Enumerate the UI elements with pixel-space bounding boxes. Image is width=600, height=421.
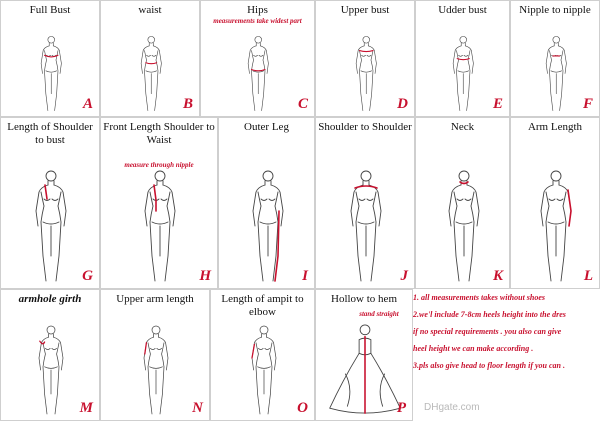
measurement-letter: B	[182, 96, 193, 112]
measurement-note: measure through nipple	[124, 161, 194, 169]
measurement-title: Outer Leg	[244, 121, 289, 133]
measurement-letter: I	[302, 268, 308, 284]
body-figure-icon	[346, 33, 387, 114]
measurement-letter: F	[582, 96, 593, 112]
ball-gown-figure-icon	[325, 320, 405, 418]
note-line-3: if no special requirements . you also can give	[413, 327, 562, 336]
measurement-letter: D	[397, 96, 408, 112]
body-figure-icon	[131, 33, 172, 114]
body-figure-icon	[526, 166, 586, 286]
measurement-letter: L	[583, 268, 593, 284]
body-figure-icon	[132, 322, 180, 418]
measurement-cell-j	[315, 117, 415, 289]
measurement-note: measurements take widest part	[213, 17, 302, 25]
body-figure-icon	[31, 33, 72, 114]
body-figure-icon	[27, 322, 75, 418]
measurement-letter: K	[492, 268, 503, 284]
note-line-5: 3.pls also give head to floor length if you can .	[413, 361, 565, 370]
measurement-cell-n	[100, 289, 210, 421]
measurement-letter: P	[396, 400, 406, 416]
measurement-letter: A	[82, 96, 93, 112]
note-line-2: 2.we'l include 7-8cm heels height into the dres	[413, 310, 566, 319]
measurement-cell-a	[0, 0, 100, 117]
measurement-cell-c	[200, 0, 315, 117]
body-figure-icon	[336, 166, 396, 286]
body-figure-icon	[130, 166, 190, 286]
measurement-title: Front Length Shoulder to Waist	[103, 121, 215, 146]
measurement-letter: M	[79, 400, 93, 416]
body-figure-icon	[536, 33, 577, 114]
measurement-title: Full Bust	[29, 4, 71, 16]
measurement-title: Hollow to hem	[331, 293, 397, 305]
watermark-corner: DHgate.com	[424, 402, 480, 413]
measurement-title: Udder bust	[438, 4, 487, 16]
measurement-title: waist	[138, 4, 162, 16]
measurement-cell-i	[218, 117, 315, 289]
measurement-title: Length of Shoulder to bust	[7, 121, 93, 146]
measurement-cell-l	[510, 117, 600, 289]
measurement-title: Nipple to nipple	[519, 4, 591, 16]
measurement-cell-m	[0, 289, 100, 421]
measurement-title: Upper bust	[340, 4, 390, 16]
measurement-cell-h	[100, 117, 218, 289]
body-figure-icon	[434, 166, 494, 286]
measurement-letter: C	[297, 96, 308, 112]
measurement-cell-f	[510, 0, 600, 117]
measurement-cell-d	[315, 0, 415, 117]
measurement-title: Upper arm length	[116, 293, 194, 305]
body-figure-icon	[238, 33, 279, 114]
measurement-cell-o	[210, 289, 315, 421]
measurement-cell-e	[415, 0, 510, 117]
measurement-cell-g	[0, 117, 100, 289]
measurement-cell-b	[100, 0, 200, 117]
measurement-letter: G	[82, 268, 93, 284]
note-line-4: heel height we can make according .	[413, 344, 534, 353]
measurement-letter: E	[492, 96, 503, 112]
body-figure-icon	[21, 166, 81, 286]
body-figure-icon	[443, 33, 484, 114]
measurement-title: Arm Length	[527, 121, 583, 133]
measurement-letter: N	[192, 400, 203, 416]
measurement-title: Length of ampit to elbow	[221, 293, 304, 318]
note-line-1: 1. all measurements takes without shoes	[413, 293, 546, 302]
measurement-letter: H	[199, 268, 211, 284]
body-figure-icon	[240, 322, 288, 418]
measurement-note: stand straight	[359, 310, 399, 318]
measurement-title: armhole girth	[18, 293, 82, 305]
measurement-title: Neck	[450, 121, 475, 133]
measurement-title: Shoulder to Shoulder	[318, 121, 412, 133]
body-figure-icon	[238, 166, 298, 286]
measurement-letter: O	[297, 400, 308, 416]
measurement-letter: J	[400, 268, 408, 284]
measurement-title: Hips	[247, 4, 268, 16]
measurement-cell-k	[415, 117, 510, 289]
measurement-cell-p	[315, 289, 413, 421]
